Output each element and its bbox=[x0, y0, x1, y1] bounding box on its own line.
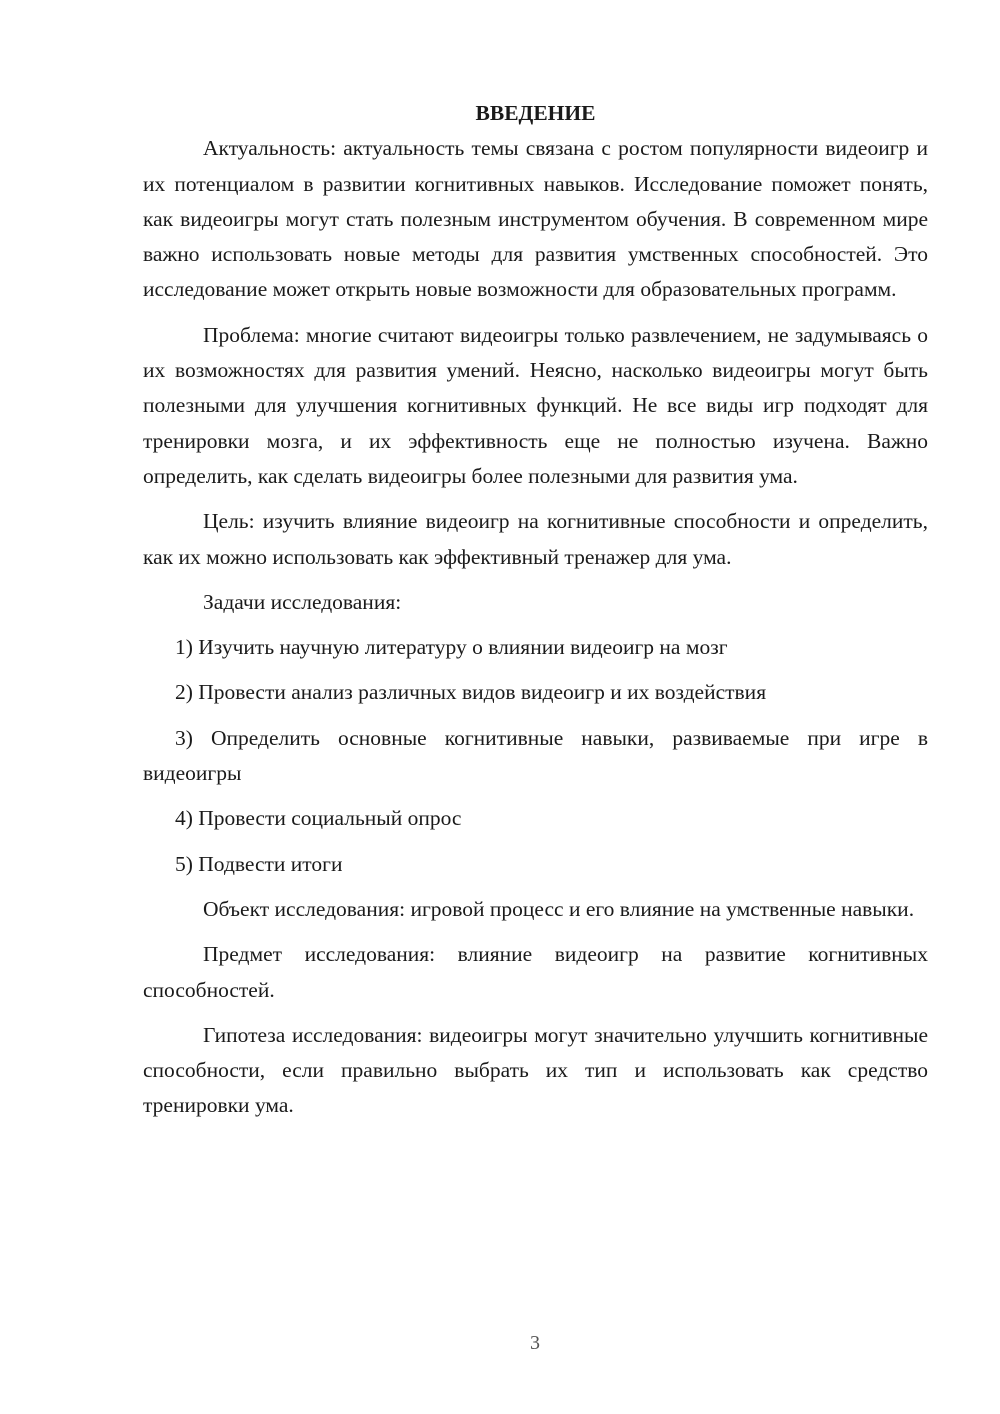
task-item-2: 2) Провести анализ различных видов видеоигр и их воздействия bbox=[175, 680, 767, 705]
document-page bbox=[143, 96, 928, 1124]
task-item-3: 3) Определить основные когнитивные навыки, развиваемые при игре в видеоигры bbox=[143, 725, 928, 786]
paragraph-object: Объект исследования: игровой процесс и его влияние на умственные навыки. bbox=[203, 896, 915, 921]
paragraph-hypothesis: Гипотеза исследования: видеоигры могут значительно улучшить когнитивные способности, если правильно выбрать их тип и использовать как средство тренировки ума. bbox=[143, 1022, 928, 1118]
paragraph-relevance: Актуальность: актуальность темы связана с ростом популярности видеоигр и их потенциалом в развитии когнитивных навыков. Исследование поможет понять, как видеоигры могут стать полезным инструментом обучения. В современном мире важно использовать новые методы для развития умственных способностей. Это исследование может открыть новые возможности для образовательных программ. bbox=[143, 136, 928, 302]
section-heading: ВВЕДЕНИЕ bbox=[475, 101, 596, 125]
task-item-1: 1) Изучить научную литературу о влиянии видеоигр на мозг bbox=[175, 635, 728, 660]
task-item-5: 5) Подвести итоги bbox=[175, 851, 343, 876]
tasks-title: Задачи исследования: bbox=[203, 589, 402, 614]
paragraph-problem: Проблема: многие считают видеоигры только развлечением, не задумываясь о их возможностях для развития умений. Неясно, насколько видеоигры могут быть полезными для улучшения когнитивных функций. Не все виды игр подходят для тренировки мозга, и их эффективность еще не полностью изучена. Важно определить, как сделать видеоигры более полезными для развития ума. bbox=[143, 322, 928, 488]
paragraph-subject: Предмет исследования: влияние видеоигр на развитие когнитивных способностей. bbox=[143, 942, 928, 1002]
page-number: 3 bbox=[530, 1332, 540, 1354]
task-item-4: 4) Провести социальный опрос bbox=[175, 806, 462, 831]
paragraph-goal: Цель: изучить влияние видеоигр на когнитивные способности и определить, как их можно использовать как эффективный тренажер для ума. bbox=[143, 509, 928, 569]
